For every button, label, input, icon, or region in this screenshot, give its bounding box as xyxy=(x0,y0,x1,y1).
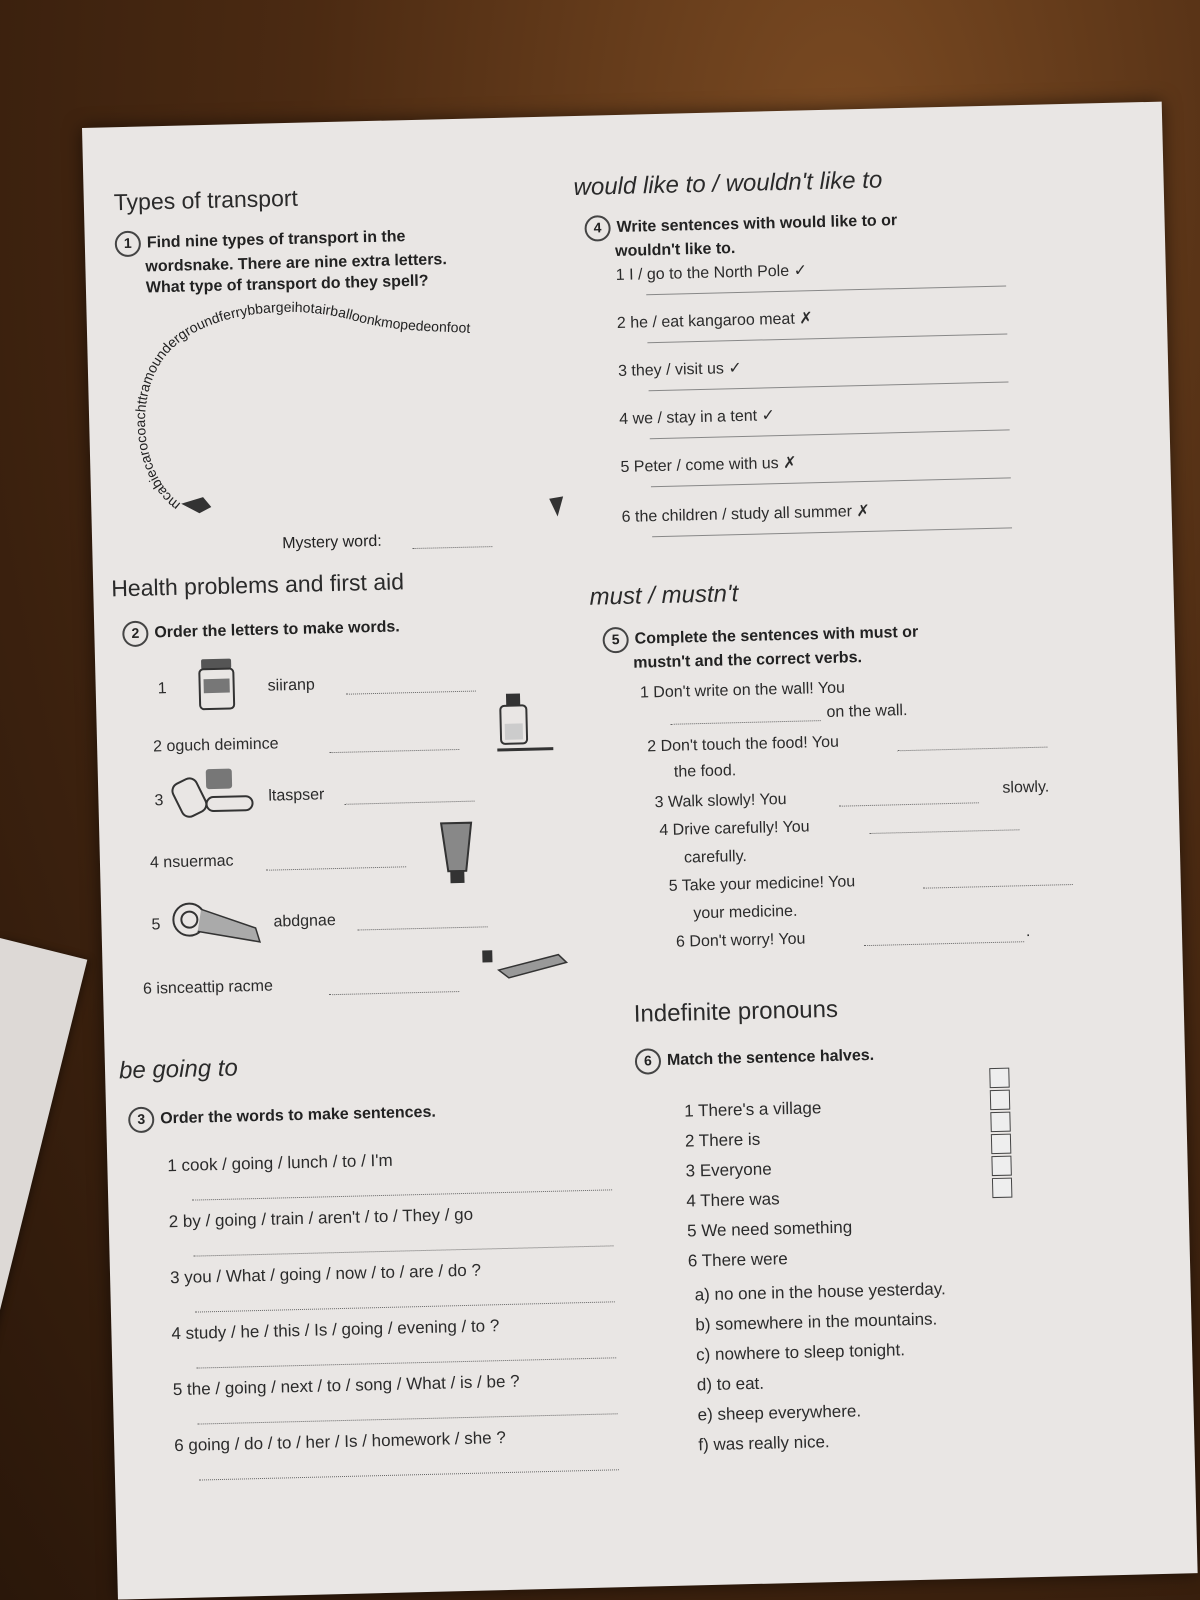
must-sentence-end: the food. xyxy=(673,762,737,781)
answer-box[interactable] xyxy=(990,1112,1010,1132)
answer-line[interactable] xyxy=(196,1357,616,1368)
sentence-half: 1 There's a village xyxy=(683,1098,822,1121)
snake-head-icon xyxy=(181,497,211,514)
sentence-half: 5 We need something xyxy=(686,1217,853,1241)
exercise-number: 4 xyxy=(584,215,611,242)
must-sentence: 2 Don't touch the food! You xyxy=(647,733,840,756)
cough-medicine-bottle-icon xyxy=(494,691,556,756)
answer-box[interactable] xyxy=(991,1156,1011,1176)
wordsnake xyxy=(106,276,582,547)
answer-box[interactable] xyxy=(989,1068,1009,1088)
answer-line[interactable] xyxy=(647,333,1007,343)
must-sentence: 1 Don't write on the wall! You xyxy=(639,679,846,702)
must-sentence: 6 Don't worry! You xyxy=(675,930,806,951)
would-like-item: 6 the children / study all summer ✗ xyxy=(621,502,870,526)
health-item-scrambled: siiranp xyxy=(267,676,316,695)
instruction-line: Write sentences with would like to or xyxy=(616,212,898,236)
sentence-ending: f) was really nice. xyxy=(698,1432,830,1455)
would-like-item: 1 I / go to the North Pole ✓ xyxy=(615,262,808,285)
health-item-scrambled: 4 nsuermac xyxy=(149,852,234,872)
section-title-pronouns: Indefinite pronouns xyxy=(633,995,839,1028)
answer-line[interactable] xyxy=(195,1301,615,1312)
must-sentence-end: carefully. xyxy=(683,847,748,867)
instruction-line: Order the letters to make words. xyxy=(154,618,400,642)
answer-line[interactable] xyxy=(345,801,475,805)
other-page-edge xyxy=(0,938,87,1503)
sentence-ending: c) nowhere to sleep tonight. xyxy=(695,1340,906,1365)
health-item-scrambled: ltaspser xyxy=(268,786,325,805)
sentence-ending: a) no one in the house yesterday. xyxy=(694,1279,946,1305)
health-item-number: 5 xyxy=(151,916,161,934)
would-like-item: 3 they / visit us ✓ xyxy=(617,359,742,380)
sentence-half: 4 There was xyxy=(686,1189,780,1211)
instruction-line: Order the words to make sentences. xyxy=(160,1103,437,1128)
sentence-ending: b) somewhere in the mountains. xyxy=(695,1309,938,1335)
wordsnake-letters: mcabiecarocoachttramoundergroundferrybbargeihotairballoonkmopedeonfoot xyxy=(132,298,471,514)
exercise-2-instruction xyxy=(122,614,400,647)
sentence-half: 3 Everyone xyxy=(685,1159,772,1181)
section-title-would-like: would like to / wouldn't like to xyxy=(573,166,883,202)
sentence-ending: e) sheep everywhere. xyxy=(697,1401,862,1425)
instruction-line: mustn't and the correct verbs. xyxy=(633,649,863,672)
plasters-icon xyxy=(170,764,261,822)
painkiller-jar-icon xyxy=(195,654,238,713)
answer-line[interactable] xyxy=(923,884,1073,889)
section-title-health: Health problems and first aid xyxy=(110,568,405,602)
health-item-number: 1 xyxy=(157,680,167,698)
going-to-item: 6 going / do / to / her / Is / homework / she ? xyxy=(173,1428,507,1456)
answer-line[interactable] xyxy=(650,429,1010,439)
answer-line[interactable] xyxy=(652,527,1012,537)
exercise-3-instruction xyxy=(128,1100,436,1134)
health-item-scrambled: abdgnae xyxy=(273,912,336,931)
would-like-item: 2 he / eat kangaroo meat ✗ xyxy=(616,310,813,332)
going-to-item: 5 the / going / next / to / song / What / is / be ? xyxy=(172,1371,520,1400)
exercise-5-instruction xyxy=(602,620,919,675)
answer-line[interactable] xyxy=(194,1245,614,1256)
answer-line[interactable] xyxy=(671,720,821,725)
exercise-number: 3 xyxy=(128,1107,155,1134)
exercise-number: 2 xyxy=(122,621,149,648)
instruction-line: wouldn't like to. xyxy=(614,240,736,261)
bandage-roll-icon xyxy=(167,898,264,950)
would-like-item: 5 Peter / come with us ✗ xyxy=(620,454,797,476)
answer-line[interactable] xyxy=(649,381,1009,391)
answer-line[interactable] xyxy=(358,926,488,930)
answer-box[interactable] xyxy=(990,1090,1010,1110)
going-to-item: 4 study / he / this / Is / going / evening / to ? xyxy=(171,1316,500,1344)
mystery-word-label: Mystery word: xyxy=(282,532,382,553)
exercise-number: 6 xyxy=(635,1048,662,1075)
answer-box[interactable] xyxy=(991,1134,1011,1154)
must-sentence: 5 Take your medicine! You xyxy=(668,873,856,895)
instruction-line: What type of transport do they spell? xyxy=(145,272,429,297)
answer-line[interactable] xyxy=(839,802,979,806)
exercise-number: 1 xyxy=(115,231,142,258)
going-to-item: 2 by / going / train / aren't / to / They / go xyxy=(168,1204,474,1232)
health-item-scrambled: 6 isnceattip racme xyxy=(142,977,274,998)
answer-line[interactable] xyxy=(266,866,406,870)
antiseptic-cream-icon xyxy=(478,944,575,986)
section-title-transport: Types of transport xyxy=(113,184,299,216)
answer-line[interactable] xyxy=(864,941,1024,946)
must-sentence: 3 Walk slowly! You xyxy=(654,790,787,812)
exercise-6-instruction xyxy=(635,1043,875,1075)
answer-line[interactable] xyxy=(346,691,476,695)
mystery-word-field[interactable] xyxy=(412,546,492,549)
answer-line[interactable] xyxy=(651,477,1011,487)
answer-line[interactable] xyxy=(897,747,1047,752)
health-item-number: 3 xyxy=(154,792,164,810)
sentence-ending: d) to eat. xyxy=(696,1373,765,1395)
section-title-must: must / mustn't xyxy=(589,580,739,611)
answer-box[interactable] xyxy=(992,1178,1012,1198)
must-sentence-end: your medicine. xyxy=(693,902,798,923)
must-sentence-end: slowly. xyxy=(1002,778,1050,797)
exercise-4-instruction xyxy=(584,208,898,263)
must-sentence-end: on the wall. xyxy=(826,702,908,721)
instruction-line: Match the sentence halves. xyxy=(666,1046,875,1069)
must-sentence-end: . xyxy=(1025,923,1031,941)
health-item-scrambled: 2 oguch deimince xyxy=(152,735,279,756)
answer-line[interactable] xyxy=(329,991,459,995)
worksheet-page xyxy=(82,102,1198,1600)
answer-line[interactable] xyxy=(329,749,459,753)
answer-line[interactable] xyxy=(199,1469,619,1480)
sun-cream-tube-icon xyxy=(437,819,479,888)
answer-line[interactable] xyxy=(869,829,1019,834)
instruction-line: Find nine types of transport in the xyxy=(146,228,406,252)
sentence-half: 2 There is xyxy=(684,1129,761,1151)
going-to-item: 3 you / What / going / now / to / are / do ? xyxy=(169,1260,482,1288)
section-title-going-to: be going to xyxy=(118,1054,239,1085)
instruction-line: Complete the sentences with must or xyxy=(634,623,919,648)
exercise-number: 5 xyxy=(602,627,629,654)
answer-line[interactable] xyxy=(646,285,1006,295)
snake-tail-icon xyxy=(549,496,563,516)
must-sentence: 4 Drive carefully! You xyxy=(659,818,810,840)
sentence-half: 6 There were xyxy=(687,1249,788,1271)
instruction-line: wordsnake. There are nine extra letters. xyxy=(145,251,448,276)
answer-line[interactable] xyxy=(198,1413,618,1424)
answer-line[interactable] xyxy=(192,1189,612,1200)
would-like-item: 4 we / stay in a tent ✓ xyxy=(619,407,776,428)
going-to-item: 1 cook / going / lunch / to / I'm xyxy=(167,1150,393,1176)
